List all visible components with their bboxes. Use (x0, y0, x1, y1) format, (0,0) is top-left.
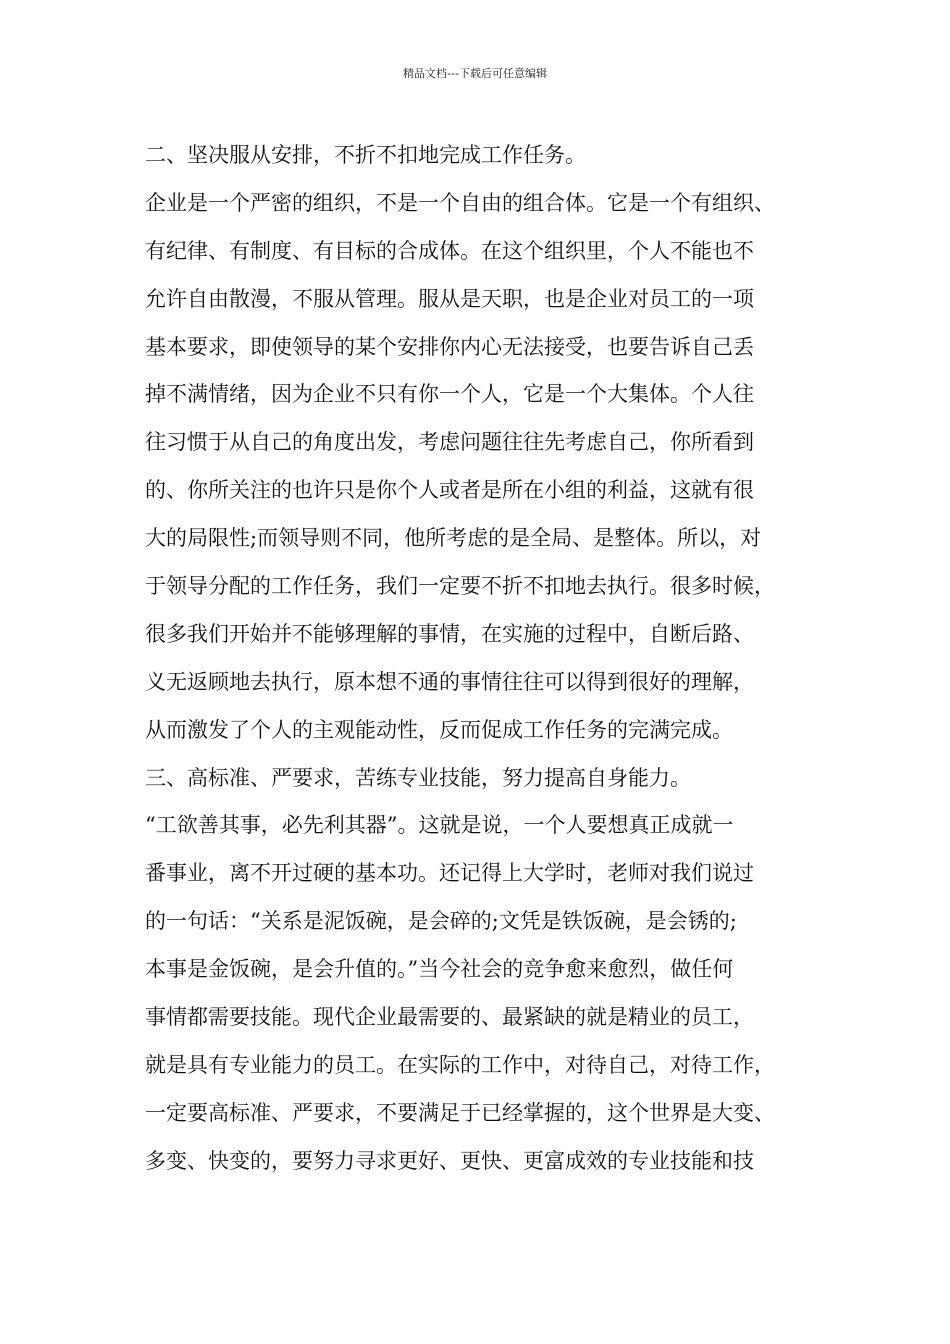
page-header: 精品文档---下载后可任意编辑 (403, 67, 547, 80)
text-line: “工欲善其事，必先利其器”。这就是说，一个人要想真正成就一 (145, 813, 734, 838)
text-line: 事情都需要技能。现代企业最需要的、最紧缺的就是精业的员工， (145, 1005, 754, 1030)
text-line: 的一句话：“关系是泥饭碗，是会碎的;文凭是铁饭碗，是会锈的; (145, 909, 737, 934)
text-line: 大的局限性;而领导则不同，他所考虑的是全局、是整体。所以，对 (145, 526, 762, 551)
text-line: 二、坚决服从安排，不折不扣地完成工作任务。 (145, 143, 586, 167)
text-line: 企业是一个严密的组织，不是一个自由的组合体。它是一个有组织、 (145, 190, 775, 215)
text-line: 从而激发了个人的主观能动性，反而促成工作任务的完满完成。 (145, 717, 733, 742)
text-line: 就是具有专业能力的员工。在实际的工作中，对待自己，对待工作， (145, 1052, 775, 1077)
document-body (145, 132, 835, 1186)
text-line: 基本要求，即使领导的某个安排你内心无法接受，也要告诉自己丢 (145, 334, 754, 359)
text-line: 三、高标准、严要求，苦练专业技能，努力提高自身能力。 (145, 765, 691, 790)
text-line: 义无返顾地去执行，原本想不通的事情往往可以得到很好的理解， (145, 669, 754, 694)
text-line: 本事是金饭碗，是会升值的。”当今社会的竞争愈来愈烈，做任何 (145, 957, 734, 982)
text-line: 番事业，离不开过硬的基本功。还记得上大学时，老师对我们说过 (145, 861, 754, 886)
text-line: 往习惯于从自己的角度出发，考虑问题往往先考虑自己，你所看到 (145, 430, 754, 455)
text-line: 掉不满情绪，因为企业不只有你一个人，它是一个大集体。个人往 (145, 382, 754, 407)
text-line: 允许自由散漫，不服从管理。服从是天职，也是企业对员工的一项 (145, 286, 754, 311)
text-line: 有纪律、有制度、有目标的合成体。在这个组织里，个人不能也不 (145, 238, 754, 263)
text-line: 多变、快变的，要努力寻求更好、更快、更富成效的专业技能和技 (145, 1148, 754, 1173)
text-line: 一定要高标准、严要求，不要满足于已经掌握的，这个世界是大变、 (145, 1100, 775, 1125)
text-line: 很多我们开始并不能够理解的事情，在实施的过程中，自断后路、 (145, 621, 754, 646)
text-line: 于领导分配的工作任务，我们一定要不折不扣地去执行。很多时候， (145, 574, 775, 599)
text-line: 的、你所关注的也许只是你个人或者是所在小组的利益，这就有很 (145, 478, 754, 503)
